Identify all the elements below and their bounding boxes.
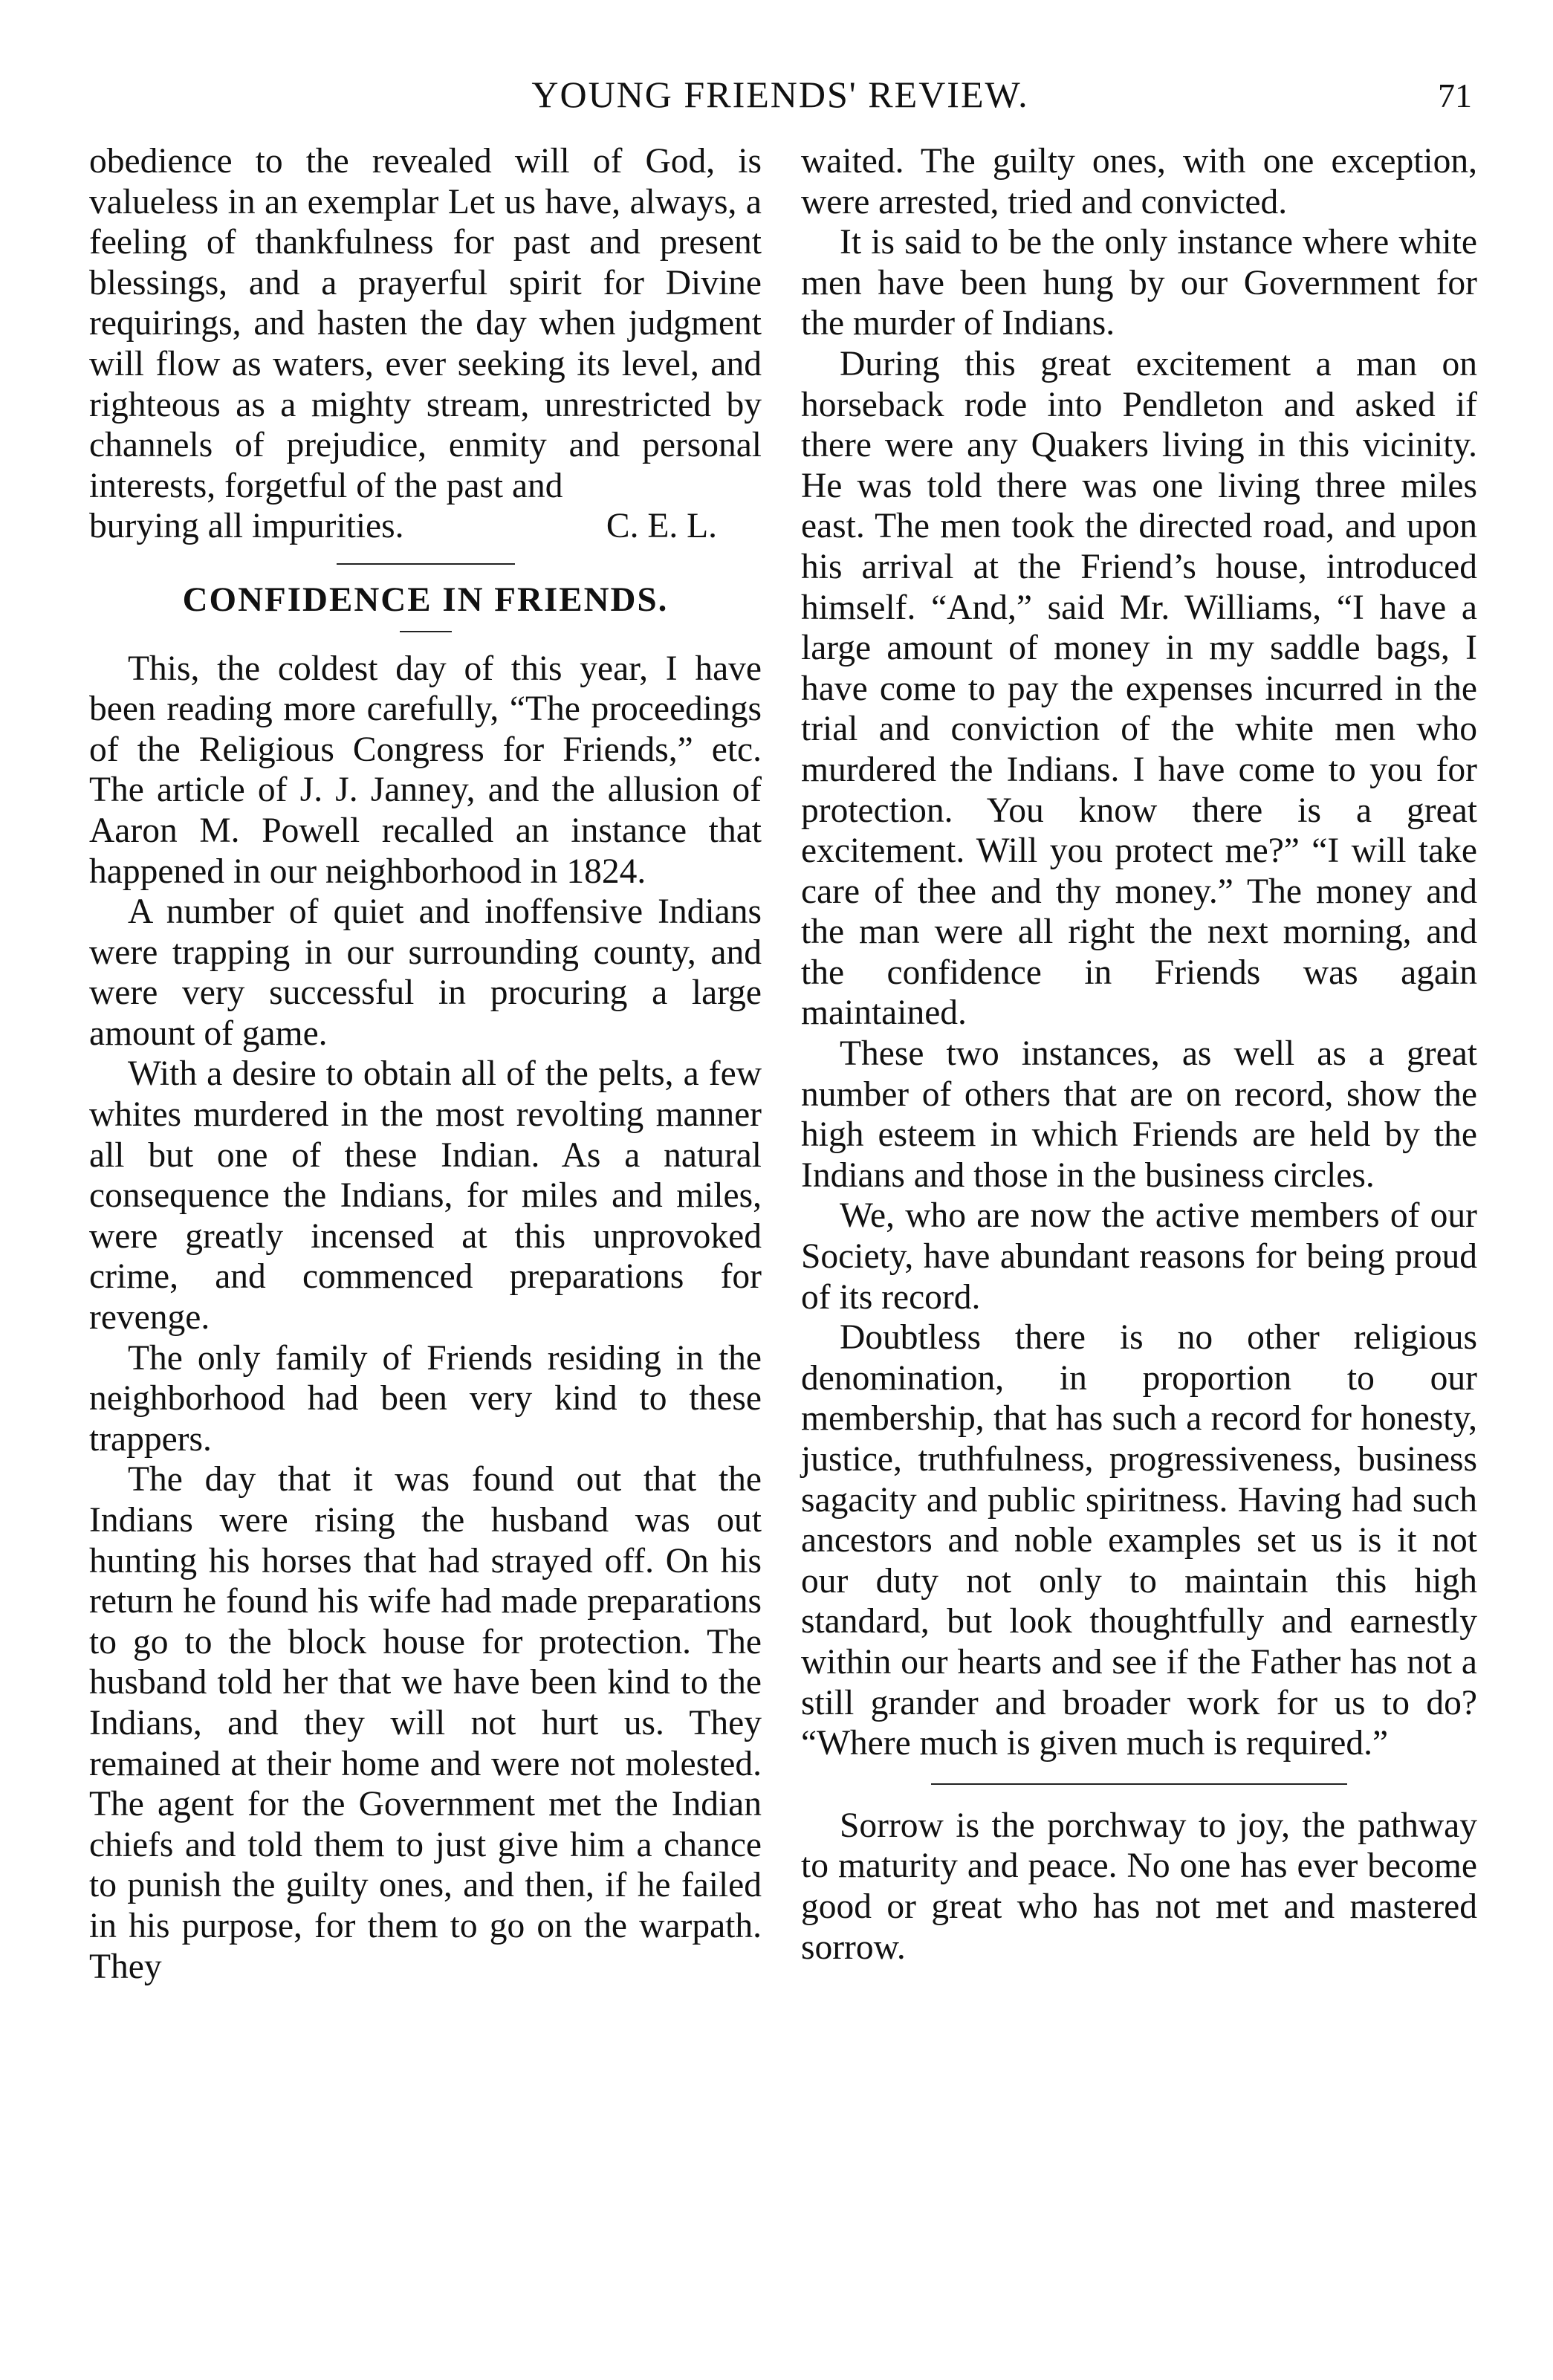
closing-divider xyxy=(931,1783,1347,1785)
closing-maxim: Sorrow is the porchway to joy, the pathway to maturity and peace. No one has ever become good or great who has not met and mastered sorrow. xyxy=(801,1806,1477,1967)
author-initials: C. E. L. xyxy=(606,507,717,546)
right-paragraph-5: We, who are now the active members of our Society, have abundant reasons for being proud of its record. xyxy=(801,1196,1477,1317)
left-paragraph-4: With a desire to obtain all of the pelts, a few whites murdered in the most revolting manner all but one of these Indian. As a natural consequence the Indians, for miles and miles, were greatly incensed at this unprovoked crime, and commenced preparations for revenge. xyxy=(89,1054,762,1337)
right-paragraph-1: waited. The guilty ones, with one exception, were arrested, tried and convicted. xyxy=(801,142,1477,221)
right-paragraph-3: During this great excitement a man on horseback rode into Pendleton and asked if there were any Quakers living in this vicinity. He was told there was one living three miles east. The men took the directed road, and upon his arrival at the Friend’s house, introduced himself. “And,” said Mr. Williams, “I have a large amount of money in my saddle bags, I have come to pay the expenses incurred in the trial and conviction of the white men who murdered the Indians. I have come to you for protection. You know there is a great excitement. Will you protect me?” “I will take care of thee and thy money.” The money and the man were all right the next morning, and the confidence in Friends was again maintained. xyxy=(801,344,1477,1033)
left-paragraph-6: The day that it was found out that the Indians were rising the husband was out hunting his horses that had strayed off. On his return he found his wife had made preparations to go to the block house for protection. The husband told her that we have been kind to the Indians, and they will not hurt us. They remained at their home and were not molested. The agent for the Government met the Indian chiefs and told them to just give him a chance to punish the guilty ones, and then, if he failed in his purpose, for them to go on the warpath. They xyxy=(89,1460,762,1986)
right-column xyxy=(801,141,1477,1968)
heading-rule xyxy=(400,631,452,632)
left-column xyxy=(89,141,762,1987)
left-paragraph-1-body: obedience to the revealed will of God, is valueless in an exemplar Let us have, always, a feeling of thankfulness for past and present blessings, and a prayerful spirit for Divine requirings, and hasten the day when judgment will flow as waters, ever seeking its level, and righteous as a mighty stream, unrestricted by channels of prejudice, enmity and personal interests, forgetful of the past and xyxy=(89,142,762,505)
section-divider xyxy=(337,563,515,565)
left-paragraph-1-end: burying all impurities. xyxy=(89,507,404,546)
left-paragraph-2: This, the coldest day of this year, I have been reading more carefully, “The proceedings of the Religious Congress for Friends,” etc. The article of J. J. Janney, and the allusion of Aaron M. Powell recalled an instance that happened in our neighborhood in 1824. xyxy=(89,649,762,891)
article-heading: CONFIDENCE IN FRIENDS. xyxy=(182,580,669,619)
signature-line xyxy=(89,506,762,547)
page-number: 71 xyxy=(1438,77,1472,114)
right-paragraph-4: These two instances, as well as a great number of others that are on record, show the high esteem in which Friends are held by the Indians and those in the business circles. xyxy=(801,1034,1477,1195)
running-header xyxy=(0,73,1553,125)
right-paragraph-2: It is said to be the only instance where white men have been hung by our Government for the murder of Indians. xyxy=(801,223,1477,343)
left-paragraph-1 xyxy=(89,141,762,506)
right-paragraph-6: Doubtless there is no other religious denomination, in proportion to our membership, that has such a record for honesty, justice, truthfulness, progressiveness, business sagacity and public spiritness. Having had such ancestors and noble examples set us is it not our duty not only to maintain this high standard, but look thoughtfully and earnestly within our hearts and see if the Father has not a still grander and broader work for us to do? “Where much is given much is required.” xyxy=(801,1318,1477,1763)
left-paragraph-5: The only family of Friends residing in the neighborhood had been very kind to these trappers. xyxy=(89,1338,762,1459)
journal-title: YOUNG FRIENDS' REVIEW. xyxy=(531,74,1029,115)
left-paragraph-3: A number of quiet and inoffensive Indians were trapping in our surrounding county, and were very successful in procuring a large amount of game. xyxy=(89,892,762,1053)
